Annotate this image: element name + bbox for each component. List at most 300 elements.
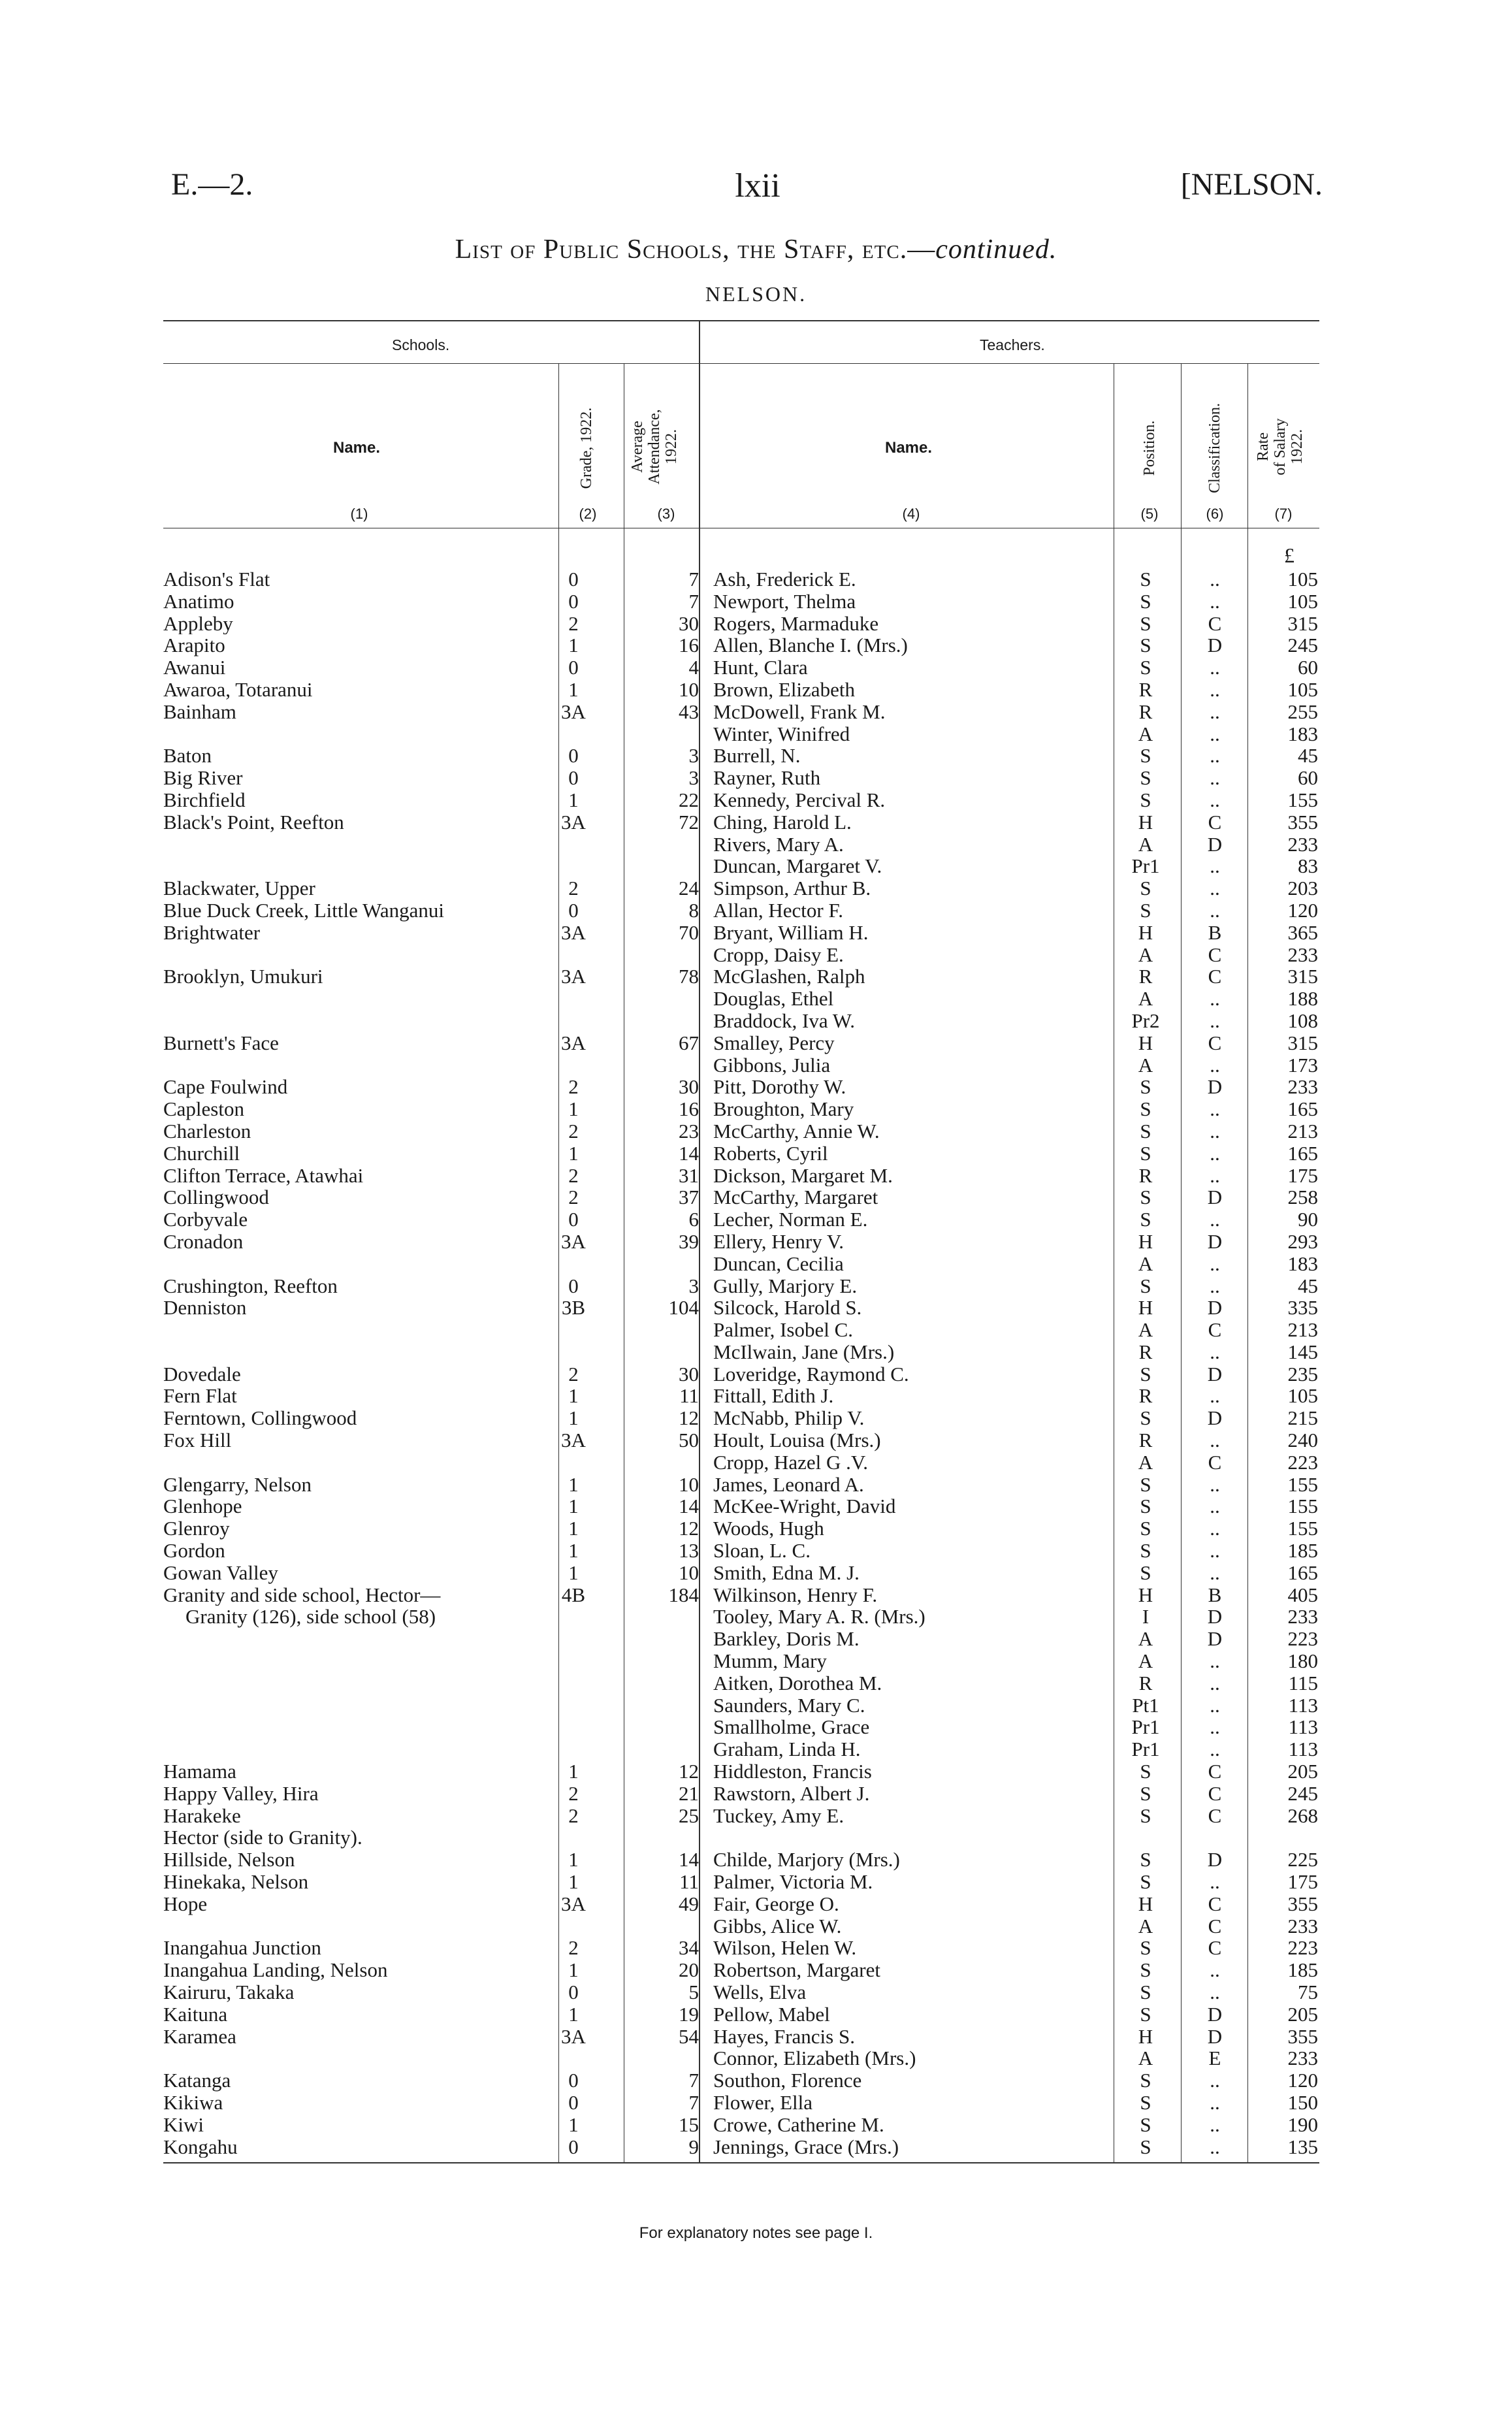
group-rule xyxy=(163,363,1319,364)
classification-cell: C xyxy=(1208,1914,1222,1937)
classification-cell: .. xyxy=(1210,1671,1220,1694)
salary-cell: 115 xyxy=(1288,1671,1318,1694)
group-teachers: Teachers. xyxy=(980,336,1045,353)
table-row xyxy=(0,2092,1512,2114)
school-name-header: Name. xyxy=(333,439,381,457)
teacher-name-cell: Fittall, Edith J. xyxy=(713,1385,834,1408)
classification-cell: .. xyxy=(1210,1429,1220,1452)
teacher-name-cell: Tooley, Mary A. R. (Mrs.) xyxy=(713,1606,925,1628)
school-name-cell: Hope xyxy=(163,1892,208,1915)
salary-cell: 205 xyxy=(1287,1760,1318,1783)
col-number-3: (3) xyxy=(657,506,675,522)
classification-cell: D xyxy=(1207,2024,1223,2048)
classification-cell: .. xyxy=(1210,1053,1220,1077)
position-cell: R xyxy=(1138,1340,1153,1363)
table-row xyxy=(0,1010,1512,1032)
salary-cell: 75 xyxy=(1298,1981,1318,2003)
salary-cell: 315 xyxy=(1287,1031,1318,1054)
table-row xyxy=(0,1341,1512,1363)
attendance-cell: 10 xyxy=(679,1472,699,1496)
salary-cell: 113 xyxy=(1288,1715,1318,1739)
table-row xyxy=(0,1584,1512,1606)
position-cell: H xyxy=(1138,1583,1153,1606)
classification-cell: .. xyxy=(1210,2090,1220,2114)
grade-cell: 3A xyxy=(561,810,586,834)
attendance-cell: 21 xyxy=(679,1781,699,1805)
school-name-cell: Black's Point, Reefton xyxy=(163,811,344,834)
col-number-7: (7) xyxy=(1274,506,1293,522)
position-cell: Pr1 xyxy=(1131,1738,1160,1761)
table-row xyxy=(0,1738,1512,1760)
position-cell: Pr1 xyxy=(1131,1715,1160,1739)
salary-cell: 188 xyxy=(1287,987,1318,1011)
table-row xyxy=(0,1826,1512,1849)
attendance-cell: 16 xyxy=(679,634,699,657)
table-row xyxy=(0,1650,1512,1672)
classification-cell: .. xyxy=(1210,1649,1220,1673)
position-cell: S xyxy=(1140,1936,1151,1960)
grade-cell: 3A xyxy=(561,965,586,988)
classification-cell: .. xyxy=(1210,788,1220,811)
position-cell: A xyxy=(1138,1053,1153,1077)
attendance-cell: 10 xyxy=(679,1561,699,1584)
position-cell: A xyxy=(1138,1649,1153,1673)
table-row xyxy=(0,591,1512,613)
salary-cell: 155 xyxy=(1287,1495,1318,1518)
attendance-cell: 9 xyxy=(688,2135,699,2158)
table-row xyxy=(0,1385,1512,1407)
salary-cell: 165 xyxy=(1287,1561,1318,1584)
teacher-name-cell: Rivers, Mary A. xyxy=(713,833,844,856)
attendance-header: Average Attendance, 1922. xyxy=(629,409,680,485)
position-cell: S xyxy=(1140,1141,1151,1165)
teacher-name-cell: Gully, Marjory E. xyxy=(713,1274,858,1297)
school-name-cell: Granity and side school, Hector— xyxy=(163,1583,441,1606)
page-ref: E.—2. xyxy=(171,167,253,202)
teacher-name-cell: Duncan, Margaret V. xyxy=(713,855,882,878)
teacher-name-cell: Palmer, Victoria M. xyxy=(713,1871,873,1893)
attendance-cell: 14 xyxy=(679,1141,699,1165)
position-cell: S xyxy=(1140,1495,1151,1518)
table-row xyxy=(0,1959,1512,1981)
school-name-cell: Baton xyxy=(163,745,212,768)
table-row xyxy=(0,1363,1512,1385)
classification-cell: .. xyxy=(1210,1141,1220,1165)
position-cell: Pt1 xyxy=(1132,1693,1159,1717)
classification-cell: .. xyxy=(1210,2069,1220,2092)
grade-cell: 4B xyxy=(561,1583,586,1606)
table-row xyxy=(0,1275,1512,1297)
table-row xyxy=(0,1208,1512,1231)
table-row xyxy=(0,2047,1512,2069)
position-cell: R xyxy=(1138,1671,1153,1694)
attendance-cell: 14 xyxy=(679,1495,699,1518)
teacher-name-cell: Loveridge, Raymond C. xyxy=(713,1363,909,1385)
attendance-cell: 12 xyxy=(679,1517,699,1540)
table-row xyxy=(0,1495,1512,1517)
table-row xyxy=(0,2003,1512,2026)
teacher-name-cell: Lecher, Norman E. xyxy=(713,1208,868,1231)
classification-cell: .. xyxy=(1210,700,1220,723)
grade-cell: 2 xyxy=(568,1781,579,1805)
footer-note: For explanatory notes see page I. xyxy=(639,2224,873,2242)
attendance-cell: 39 xyxy=(679,1229,699,1253)
position-cell: H xyxy=(1138,1229,1153,1253)
grade-cell: 1 xyxy=(568,1472,579,1496)
position-cell: S xyxy=(1140,2135,1151,2158)
school-name-cell: Inangahua Landing, Nelson xyxy=(163,1959,388,1981)
salary-cell: 185 xyxy=(1287,1539,1318,1563)
grade-cell: 0 xyxy=(568,589,579,613)
grade-cell: 0 xyxy=(568,898,579,922)
classification-cell: .. xyxy=(1210,987,1220,1011)
page-number: lxii xyxy=(735,167,780,204)
teacher-name-cell: McCarthy, Margaret xyxy=(713,1186,878,1209)
school-name-cell: Clifton Terrace, Atawhai xyxy=(163,1164,364,1187)
salary-header: Rate of Salary 1922. xyxy=(1255,418,1306,476)
classification-cell: .. xyxy=(1210,1472,1220,1496)
school-name-cell: Inangahua Junction xyxy=(163,1937,321,1960)
col-number-1: (1) xyxy=(350,506,368,522)
classification-cell: C xyxy=(1208,1781,1222,1805)
position-cell: I xyxy=(1142,1605,1150,1628)
school-name-cell: Hector (side to Granity). xyxy=(163,1826,362,1849)
grade-header: Grade, 1922. xyxy=(578,407,595,489)
table-row xyxy=(0,988,1512,1010)
classification-cell: C xyxy=(1208,1892,1222,1915)
attendance-cell: 3 xyxy=(688,744,699,768)
teacher-name-cell: Allan, Hector F. xyxy=(713,899,843,922)
grade-cell: 1 xyxy=(568,1384,579,1408)
salary-cell: 255 xyxy=(1287,700,1318,723)
teacher-name-cell: Cropp, Hazel G .V. xyxy=(713,1451,869,1474)
classification-cell: .. xyxy=(1210,1517,1220,1540)
grade-cell: 0 xyxy=(568,1981,579,2003)
salary-cell: 105 xyxy=(1287,677,1318,701)
table-row xyxy=(0,1120,1512,1142)
position-cell: R xyxy=(1138,677,1153,701)
salary-cell: 355 xyxy=(1287,810,1318,834)
classification-cell: .. xyxy=(1210,589,1220,613)
attendance-cell: 37 xyxy=(679,1186,699,1209)
position-cell: R xyxy=(1138,1384,1153,1408)
classification-cell: .. xyxy=(1210,1539,1220,1563)
grade-cell: 0 xyxy=(568,766,579,790)
table-row xyxy=(0,723,1512,745)
school-name-cell: Fox Hill xyxy=(163,1429,232,1451)
school-name-cell: Glenroy xyxy=(163,1517,230,1540)
teacher-name-cell: Duncan, Cecilia xyxy=(713,1252,844,1275)
teacher-name-cell: Newport, Thelma xyxy=(713,590,856,613)
salary-cell: 120 xyxy=(1287,898,1318,922)
teacher-name-cell: Hunt, Clara xyxy=(713,656,808,679)
col-number-4: (4) xyxy=(902,506,920,522)
classification-cell: .. xyxy=(1210,1870,1220,1894)
section-label: [NELSON. xyxy=(1180,167,1323,202)
salary-cell: 223 xyxy=(1287,1627,1318,1651)
teacher-name-cell: Barkley, Doris M. xyxy=(713,1628,860,1651)
teacher-name-header: Name. xyxy=(885,439,933,457)
position-cell: A xyxy=(1138,1252,1153,1275)
position-header: Position. xyxy=(1141,420,1158,476)
position-cell: S xyxy=(1140,877,1151,900)
teacher-name-cell: McGlashen, Ralph xyxy=(713,965,865,988)
grade-cell: 3B xyxy=(561,1296,586,1320)
table-row xyxy=(0,1032,1512,1054)
teacher-name-cell: Braddock, Iva W. xyxy=(713,1009,855,1032)
table-row xyxy=(0,1429,1512,1451)
classification-cell: D xyxy=(1207,634,1223,657)
position-cell: R xyxy=(1138,700,1153,723)
teacher-name-cell: Cropp, Daisy E. xyxy=(713,943,844,966)
attendance-cell: 7 xyxy=(688,589,699,613)
table-row xyxy=(0,1165,1512,1187)
school-name-cell: Big River xyxy=(163,767,243,789)
classification-cell: D xyxy=(1207,1848,1223,1871)
position-cell: S xyxy=(1140,1186,1151,1209)
position-cell: H xyxy=(1138,1296,1153,1320)
attendance-cell: 30 xyxy=(679,1362,699,1385)
position-cell: S xyxy=(1140,1119,1151,1142)
attendance-cell: 5 xyxy=(688,1981,699,2003)
schools-staff-table xyxy=(0,568,1512,2158)
teacher-name-cell: Roberts, Cyril xyxy=(713,1142,828,1165)
school-name-cell: Blackwater, Upper xyxy=(163,877,315,899)
grade-cell: 3A xyxy=(561,1229,586,1253)
grade-cell: 3A xyxy=(561,1892,586,1915)
teacher-name-cell: Hiddleston, Francis xyxy=(713,1760,872,1783)
classification-cell: .. xyxy=(1210,1958,1220,1982)
salary-cell: 183 xyxy=(1287,722,1318,745)
grade-cell: 2 xyxy=(568,1119,579,1142)
table-row xyxy=(0,1849,1512,1871)
position-cell: S xyxy=(1140,568,1151,591)
salary-cell: 203 xyxy=(1287,877,1318,900)
table-row xyxy=(0,1694,1512,1717)
grade-cell: 2 xyxy=(568,1075,579,1099)
attendance-cell: 70 xyxy=(679,920,699,944)
grade-cell: 2 xyxy=(568,1362,579,1385)
salary-cell: 190 xyxy=(1287,2113,1318,2136)
table-row xyxy=(0,656,1512,679)
grade-cell: 1 xyxy=(568,1539,579,1563)
attendance-cell: 19 xyxy=(679,2002,699,2026)
classification-cell: D xyxy=(1207,1362,1223,1385)
school-name-cell: Adison's Flat xyxy=(163,568,270,591)
position-cell: S xyxy=(1140,744,1151,768)
table-row xyxy=(0,1253,1512,1275)
position-cell: A xyxy=(1138,1627,1153,1651)
position-cell: S xyxy=(1140,788,1151,811)
attendance-cell: 12 xyxy=(679,1760,699,1783)
table-row xyxy=(0,1076,1512,1098)
classification-cell: .. xyxy=(1210,1097,1220,1121)
classification-cell: D xyxy=(1207,2002,1223,2026)
classification-cell: C xyxy=(1208,1450,1222,1474)
school-name-cell: Kaituna xyxy=(163,2003,228,2026)
salary-cell: 213 xyxy=(1287,1119,1318,1142)
school-name-cell: Crushington, Reefton xyxy=(163,1274,338,1297)
position-cell: S xyxy=(1140,2090,1151,2114)
teacher-name-cell: Aitken, Dorothea M. xyxy=(713,1672,882,1694)
salary-cell: 355 xyxy=(1287,1892,1318,1915)
table-row xyxy=(0,811,1512,834)
position-cell: S xyxy=(1140,634,1151,657)
position-cell: S xyxy=(1140,1958,1151,1982)
teacher-name-cell: Rogers, Marmaduke xyxy=(713,612,879,635)
attendance-cell: 43 xyxy=(679,700,699,723)
school-name-cell: Arapito xyxy=(163,634,225,657)
grade-cell: 1 xyxy=(568,1760,579,1783)
position-cell: S xyxy=(1140,1781,1151,1805)
table-row xyxy=(0,899,1512,922)
school-name-cell: Ferntown, Collingwood xyxy=(163,1407,357,1430)
attendance-cell: 24 xyxy=(679,877,699,900)
school-name-cell: Churchill xyxy=(163,1142,240,1165)
school-name-cell: Charleston xyxy=(163,1120,251,1142)
position-cell: S xyxy=(1140,611,1151,635)
table-row xyxy=(0,944,1512,966)
attendance-cell: 22 xyxy=(679,788,699,811)
table-row xyxy=(0,1871,1512,1893)
teacher-name-cell: Saunders, Mary C. xyxy=(713,1694,865,1717)
table-row xyxy=(0,568,1512,591)
grade-cell: 0 xyxy=(568,1208,579,1231)
teacher-name-cell: Douglas, Ethel xyxy=(713,988,834,1010)
position-cell: S xyxy=(1140,2113,1151,2136)
teacher-name-cell: Smalley, Percy xyxy=(713,1031,835,1054)
position-cell: R xyxy=(1138,1163,1153,1187)
grade-cell: 1 xyxy=(568,788,579,811)
teacher-name-cell: Hoult, Louisa (Mrs.) xyxy=(713,1429,881,1451)
attendance-cell: 15 xyxy=(679,2113,699,2136)
school-name-cell: Capleston xyxy=(163,1098,244,1120)
table-row xyxy=(0,2136,1512,2158)
attendance-cell: 25 xyxy=(679,1804,699,1827)
attendance-cell: 16 xyxy=(679,1097,699,1121)
table-row xyxy=(0,1142,1512,1165)
table-row xyxy=(0,701,1512,723)
teacher-name-cell: Bryant, William H. xyxy=(713,921,869,944)
position-cell: S xyxy=(1140,898,1151,922)
classification-cell: .. xyxy=(1210,854,1220,878)
position-cell: A xyxy=(1138,1318,1153,1342)
classification-cell: C xyxy=(1208,943,1222,966)
teacher-name-cell: McIlwain, Jane (Mrs.) xyxy=(713,1340,895,1363)
teacher-name-cell: McDowell, Frank M. xyxy=(713,700,886,723)
salary-cell: 183 xyxy=(1287,1252,1318,1275)
teacher-name-cell: James, Leonard A. xyxy=(713,1473,864,1496)
position-cell: R xyxy=(1138,965,1153,988)
school-name-cell: Granity (126), side school (58) xyxy=(185,1606,436,1628)
position-cell: S xyxy=(1140,1870,1151,1894)
teacher-name-cell: Hayes, Francis S. xyxy=(713,2025,855,2048)
salary-cell: 405 xyxy=(1287,1583,1318,1606)
position-cell: S xyxy=(1140,1981,1151,2003)
grade-cell: 0 xyxy=(568,656,579,679)
teacher-name-cell: Fair, George O. xyxy=(713,1892,839,1915)
school-name-cell: Kikiwa xyxy=(163,2091,223,2114)
table-row xyxy=(0,1783,1512,1805)
attendance-cell: 14 xyxy=(679,1848,699,1871)
table-row xyxy=(0,1540,1512,1562)
table-row xyxy=(0,1319,1512,1341)
salary-cell: 315 xyxy=(1287,611,1318,635)
school-name-cell: Gordon xyxy=(163,1540,225,1562)
classification-cell: .. xyxy=(1210,877,1220,900)
classification-cell: C xyxy=(1208,1031,1222,1054)
salary-cell: 233 xyxy=(1287,2047,1318,2070)
attendance-cell: 30 xyxy=(679,611,699,635)
table-row xyxy=(0,1893,1512,1915)
classification-cell: D xyxy=(1207,1627,1223,1651)
salary-cell: 155 xyxy=(1287,788,1318,811)
table-row xyxy=(0,1805,1512,1827)
salary-cell: 233 xyxy=(1287,943,1318,966)
position-cell: S xyxy=(1140,1406,1151,1430)
position-cell: S xyxy=(1140,2002,1151,2026)
position-cell: S xyxy=(1140,1274,1151,1297)
attendance-cell: 20 xyxy=(679,1958,699,1982)
salary-cell: 105 xyxy=(1287,568,1318,591)
position-cell: S xyxy=(1140,766,1151,790)
attendance-cell: 12 xyxy=(679,1406,699,1430)
classification-cell: .. xyxy=(1210,1981,1220,2003)
grade-cell: 1 xyxy=(568,1848,579,1871)
salary-cell: 245 xyxy=(1287,1781,1318,1805)
classification-cell: .. xyxy=(1210,1693,1220,1717)
salary-cell: 240 xyxy=(1287,1429,1318,1452)
table-row xyxy=(0,877,1512,899)
salary-cell: 233 xyxy=(1287,832,1318,856)
school-name-cell: Corbyvale xyxy=(163,1208,248,1231)
attendance-cell: 23 xyxy=(679,1119,699,1142)
classification-cell: .. xyxy=(1210,766,1220,790)
table-row xyxy=(0,965,1512,988)
classification-cell: C xyxy=(1208,965,1222,988)
attendance-cell: 31 xyxy=(679,1163,699,1187)
classification-cell: .. xyxy=(1210,1009,1220,1032)
salary-cell: 335 xyxy=(1287,1296,1318,1320)
school-name-cell: Glenhope xyxy=(163,1495,242,1518)
position-cell: S xyxy=(1140,1517,1151,1540)
attendance-cell: 104 xyxy=(668,1296,699,1320)
teacher-name-cell: McCarthy, Annie W. xyxy=(713,1120,880,1142)
teacher-name-cell: Tuckey, Amy E. xyxy=(713,1804,844,1827)
attendance-cell: 13 xyxy=(679,1539,699,1563)
position-cell: Pr1 xyxy=(1131,854,1160,878)
table-row xyxy=(0,2069,1512,2092)
position-cell: S xyxy=(1140,1804,1151,1827)
classification-header: Classification. xyxy=(1206,403,1223,493)
attendance-cell: 7 xyxy=(688,2090,699,2114)
teacher-name-cell: Woods, Hugh xyxy=(713,1517,824,1540)
position-cell: H xyxy=(1138,1031,1153,1054)
salary-cell: 165 xyxy=(1287,1141,1318,1165)
table-row xyxy=(0,1231,1512,1253)
position-cell: A xyxy=(1138,2047,1153,2070)
school-name-cell: Katanga xyxy=(163,2069,231,2092)
school-name-cell: Awaroa, Totaranui xyxy=(163,678,313,701)
grade-cell: 0 xyxy=(568,1274,579,1297)
salary-cell: 233 xyxy=(1287,1914,1318,1937)
teacher-name-cell: Rawstorn, Albert J. xyxy=(713,1782,870,1805)
classification-cell: .. xyxy=(1210,1384,1220,1408)
teacher-name-cell: Burrell, N. xyxy=(713,745,801,768)
grade-cell: 2 xyxy=(568,1163,579,1187)
salary-cell: 223 xyxy=(1287,1936,1318,1960)
grade-cell: 1 xyxy=(568,634,579,657)
